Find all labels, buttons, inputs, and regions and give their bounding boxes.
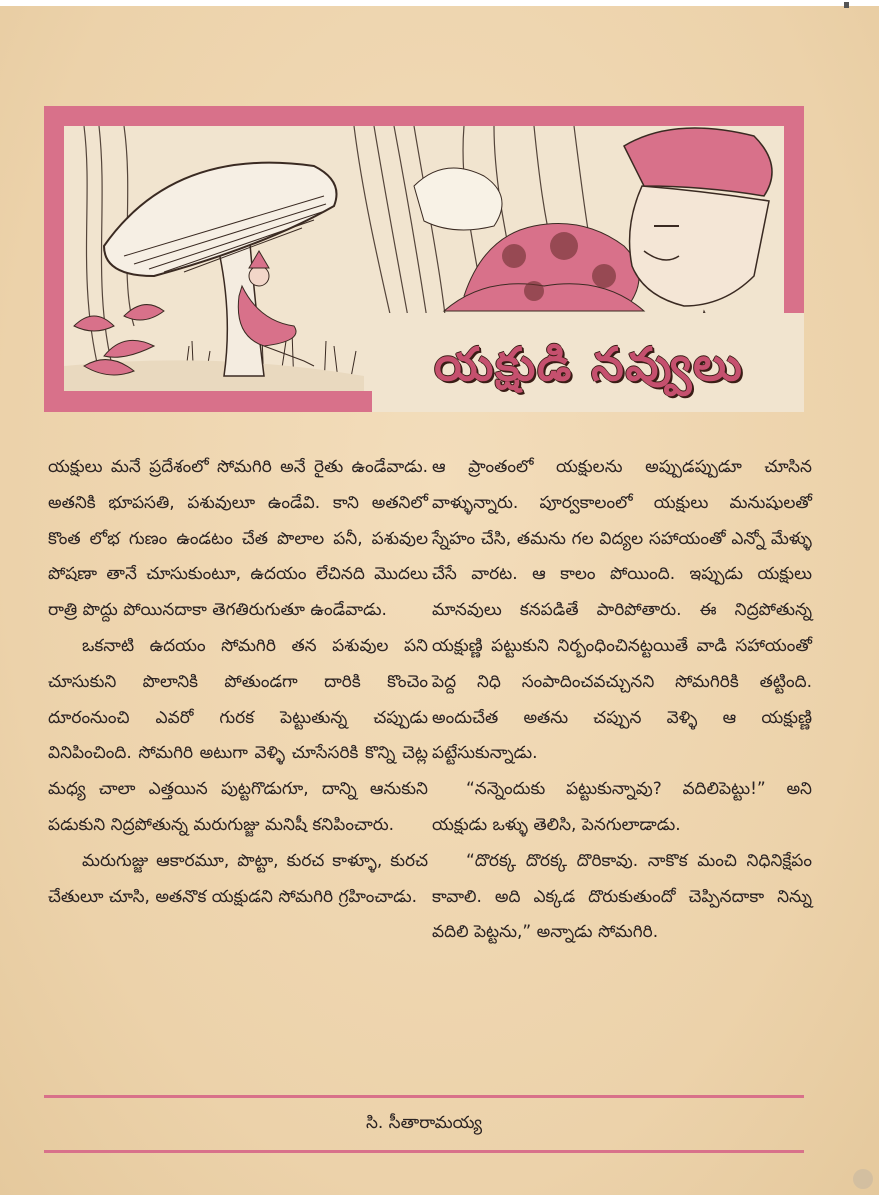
right-column	[432, 450, 812, 951]
left-column	[48, 450, 428, 915]
divider-bottom	[44, 1150, 804, 1153]
paragraph: “నన్నెందుకు పట్టుకున్నావు? వదిలిపెట్టు!” అని యక్షుడు ఒళ్ళు తెలిసి, పెనగులాడాడు.	[432, 779, 812, 835]
paragraph: యక్షులు మనే ప్రదేశంలో సోమగిరి అనే రైతు ఉండేవాడు. అతనికి భూపసతి, పశువులూ ఉండేవి. కాని అతనిలో కొంత లోభ గుణం ఉండటం చేత పొలాల పనీ, పశువుల పోషణా తానే చూసుకుంటూ, ఉదయం లేచినది మొదలు రాత్రి పొద్దు పోయినదాకా తెగతిరుగుతూ ఉండేవాడు.	[48, 457, 428, 621]
page-stain	[853, 1169, 873, 1189]
story-title: యక్షుడి నవ్వులు	[434, 337, 744, 391]
paragraph: ఒకనాటి ఉదయం సోమగిరి తన పశువుల పని చూసుకుని పొలానికి పోతుండగా దారికి కొంచెం దూరంనుంచి ఎవరో గురక పెట్టుతున్న చప్పుడు వినిపించింది. సోమగిరి అటుగా వెళ్ళి చూసేసరికి కొన్ని చెట్ల మధ్య చాలా ఎత్తయిన పుట్టగొడుగూ, దాన్ని ఆనుకుని పడుకుని నిద్రపోతున్న మరుగుజ్జు మనిషీ కనిపించారు.	[48, 635, 428, 835]
author-byline: సి. సీతారామయ్య	[365, 1113, 483, 1133]
paragraph: “దొరక్క దొరక్క దొరికావు. నాకొక మంచి నిధినిక్షేపం కావాలి. అది ఎక్కడ దొరుకుతుందో చెప్పినదాకా నిన్ను వదిలి పెట్టను,” అన్నాడు సోమగిరి.	[432, 850, 812, 943]
paragraph: ఆ ప్రాంతంలో యక్షులను అప్పుడప్పుడూ చూసిన వాళ్ళున్నారు. పూర్వకాలంలో యక్షులు మనుషులతో స్నేహం చేసి, తమను గల విద్యల సహాయంతో ఎన్నో మేళ్ళు చేసే వారట. ఆ కాలం పోయింది. ఇప్పుడు యక్షులు మానవులు కనపడితే పారిపోతారు. ఈ నిద్రపోతున్న యక్షుణ్ణి పట్టుకుని నిర్బంధించినట్టయితే వాడి సహాయంతో పెద్ద నిధి సంపాదించవచ్చునని సోమగిరికి తట్టింది. అందుచేత అతను చప్పున వెళ్ళి ఆ యక్షుణ్ణి పట్టేసుకున్నాడు.	[432, 457, 812, 764]
paragraph: మరుగుజ్జు ఆకారమూ, పొట్టా, కురచ కాళ్ళూ, కురచ చేతులూ చూసి, అతనొక యక్షుడని సోమగిరి గ్రహించాడు.	[48, 850, 428, 907]
corner-mark	[844, 2, 849, 8]
divider-top	[44, 1095, 804, 1098]
page-top-edge	[0, 0, 879, 6]
